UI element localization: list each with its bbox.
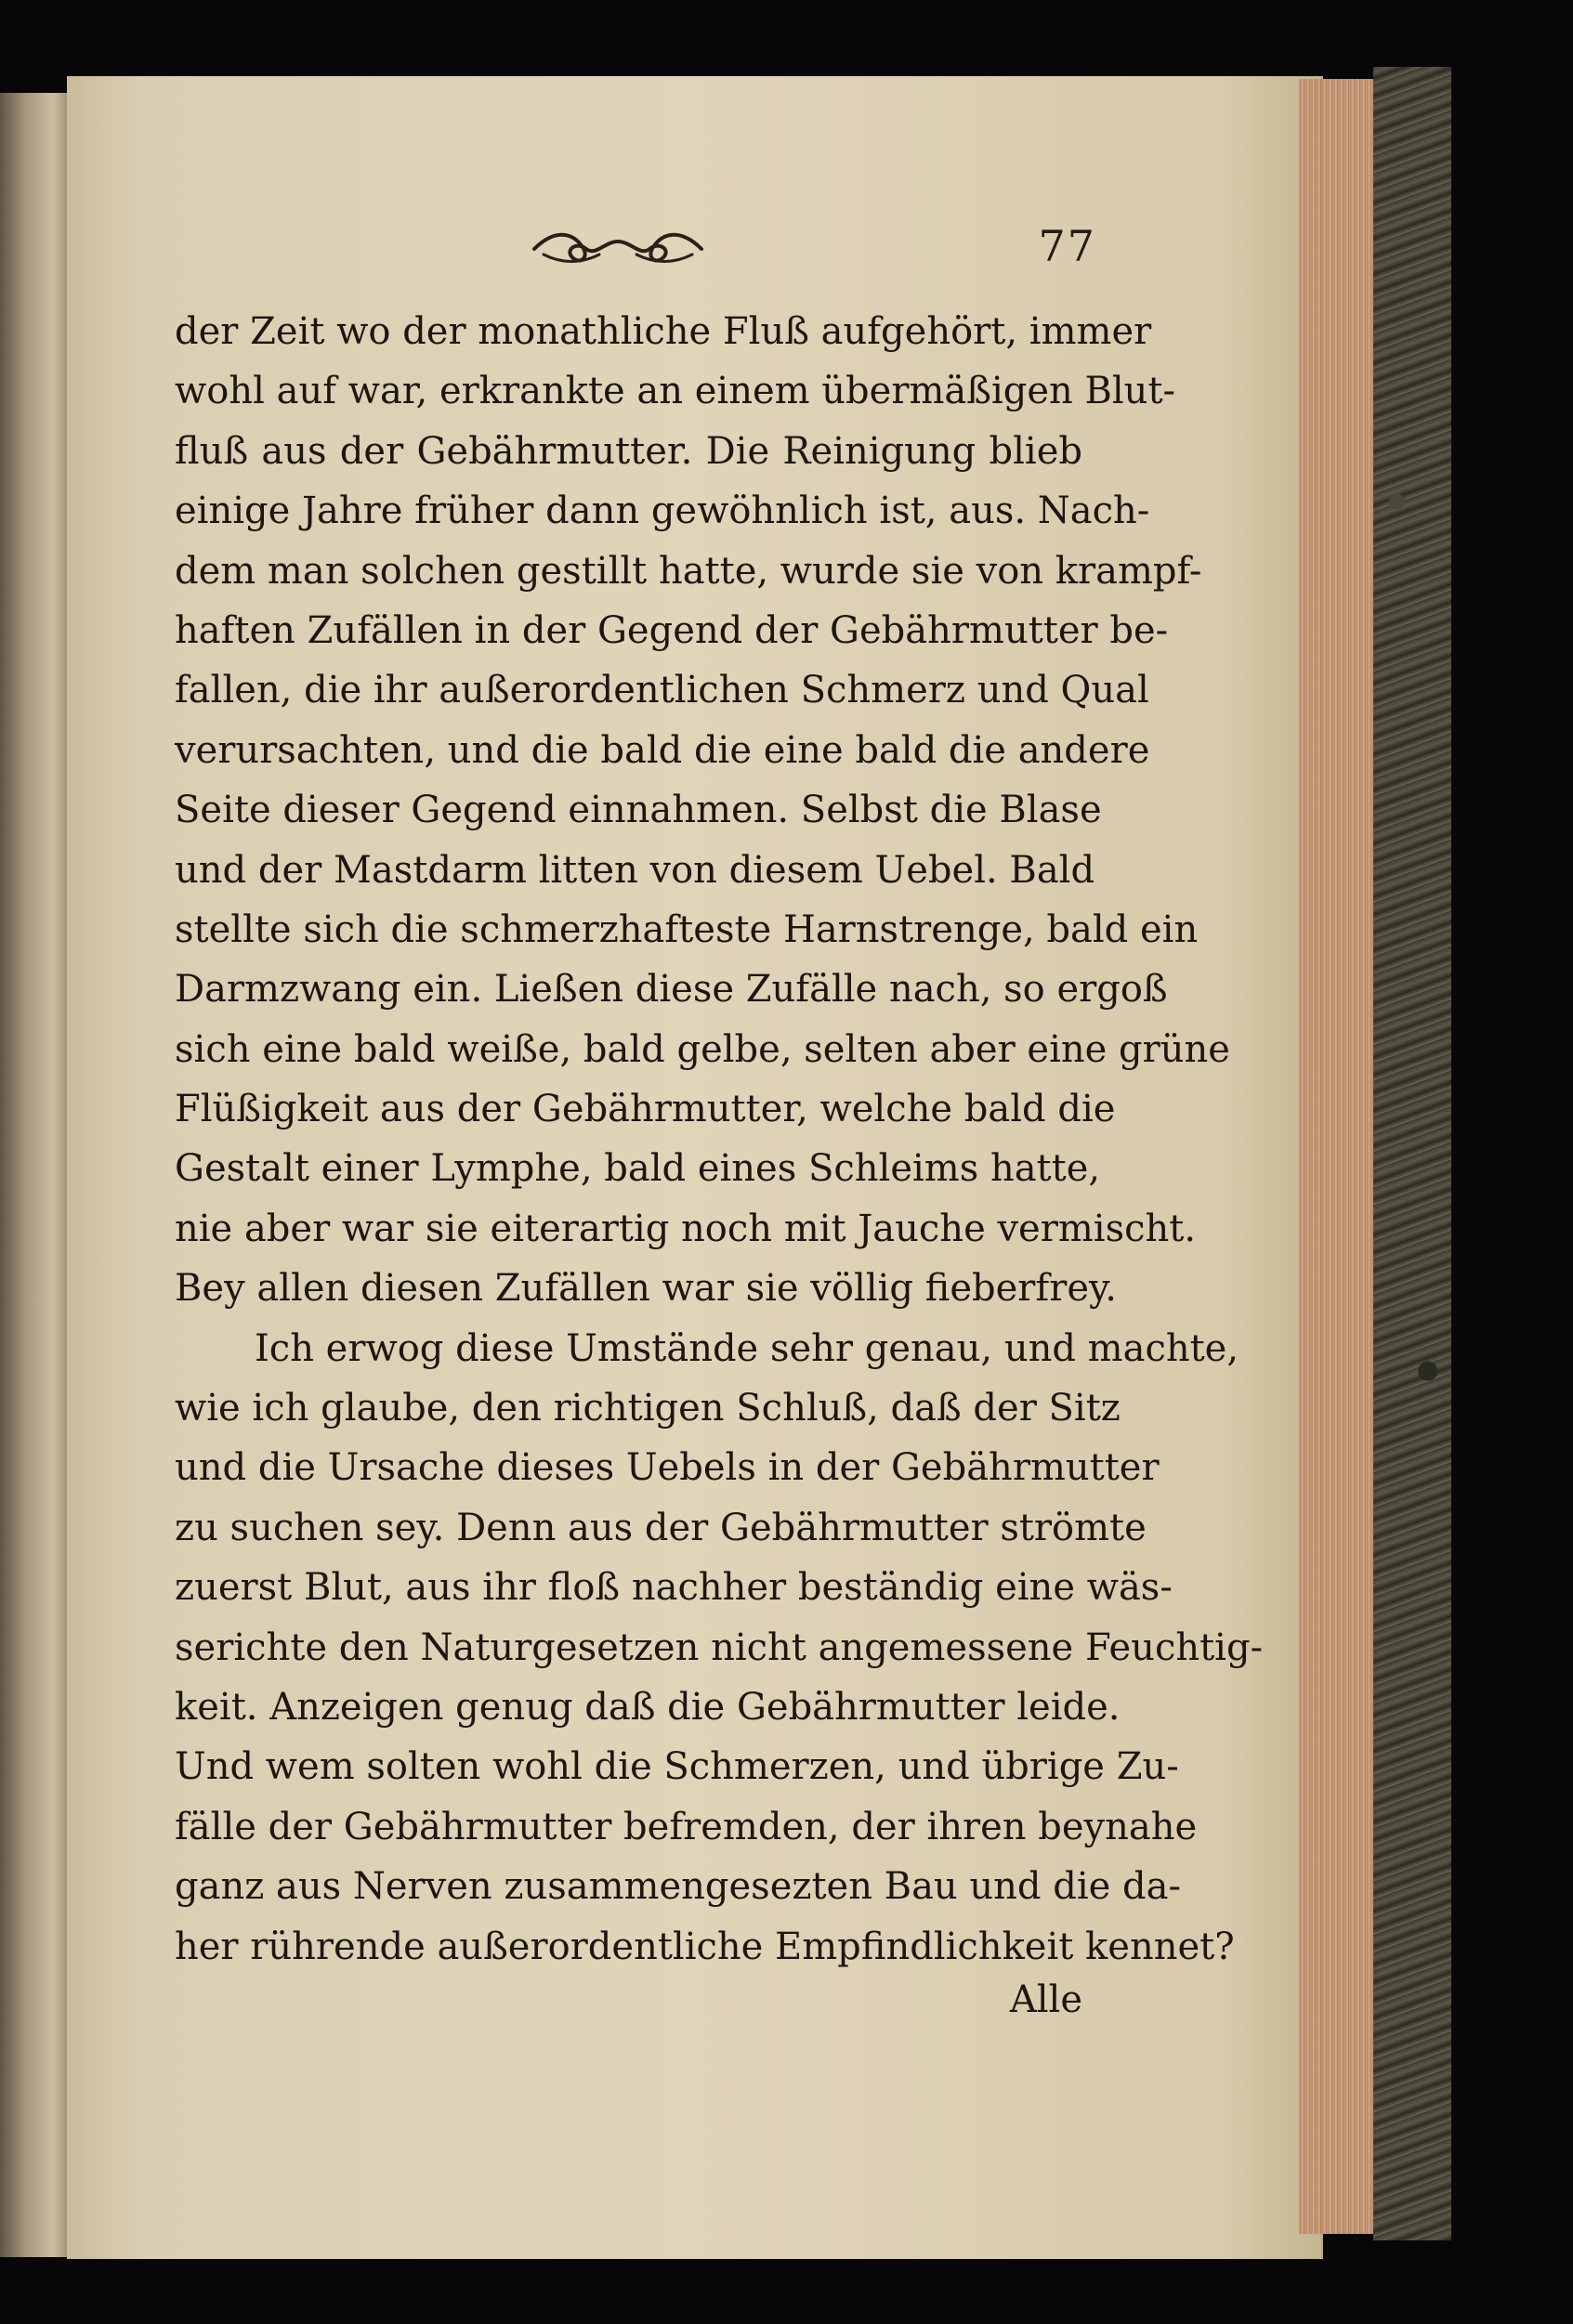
text-line: stellte sich die schmerzhafteste Harnstrenge, bald ein <box>175 907 1199 951</box>
book-cover-edge <box>1373 67 1451 2240</box>
text-line: fluß aus der Gebährmutter. Die Reinigung blieb <box>175 429 1082 473</box>
text-line: der Zeit wo der monathliche Fluß aufgehört, immer <box>175 310 1152 353</box>
ornament-icon <box>525 221 711 277</box>
text-line: keit. Anzeigen genug daß die Gebährmutter leide. <box>175 1685 1121 1729</box>
text-line: dem man solchen gestillt hatte, wurde sie von krampf- <box>175 549 1202 593</box>
text-line: her rührende außerordentliche Empfindlichkeit kennet? <box>175 1925 1235 1968</box>
text-line: Seite dieser Gegend einnahmen. Selbst die Blase <box>175 789 1102 832</box>
text-line: serichte den Naturgesetzen nicht angemessene Feuchtig- <box>175 1625 1264 1669</box>
text-line: verursachten, und die bald die eine bald die andere <box>175 728 1150 772</box>
text-line: zuerst Blut, aus ihr floß nachher beständig eine wäs- <box>175 1566 1173 1610</box>
text-line: ganz aus Nerven zusammengesezten Bau und die da- <box>175 1865 1181 1909</box>
text-line: wie ich glaube, den richtigen Schluß, daß der Sitz <box>175 1387 1121 1430</box>
catchword: Alle <box>1009 1978 1082 2021</box>
text-line: Bey allen diesen Zufällen war sie völlig fieberfrey. <box>175 1267 1118 1311</box>
text-line: fallen, die ihr außerordentlichen Schmerz und Qual <box>175 669 1149 712</box>
page-block-edge <box>1299 79 1378 2234</box>
text-line: und der Mastdarm litten von diesem Uebel. Bald <box>175 848 1095 892</box>
text-line: einige Jahre früher dann gewöhnlich ist, aus. Nach- <box>175 490 1150 533</box>
text-line: Flüßigkeit aus der Gebährmutter, welche bald die <box>175 1088 1116 1131</box>
text-line: Gestalt einer Lymphe, bald eines Schleims hatte, <box>175 1147 1101 1191</box>
facing-page-edge <box>0 93 67 2257</box>
text-line: nie aber war sie eiterartig noch mit Jauche vermischt. <box>175 1207 1197 1250</box>
text-line: und die Ursache dieses Uebels in der Gebährmutter <box>175 1446 1160 1490</box>
text-line: haften Zufällen in der Gegend der Gebährmutter be- <box>175 608 1169 652</box>
text-line: Darmzwang ein. Ließen diese Zufälle nach, so ergoß <box>175 968 1168 1012</box>
text-line: fälle der Gebährmutter befremden, der ihren beynahe <box>175 1805 1198 1848</box>
body-text <box>175 302 1264 1977</box>
text-line: sich eine bald weiße, bald gelbe, selten aber eine grüne <box>175 1027 1230 1071</box>
text-line: zu suchen sey. Denn aus der Gebährmutter strömte <box>175 1506 1147 1549</box>
page-number: 77 <box>1038 221 1096 271</box>
text-line: wohl auf war, erkrankte an einem übermäßigen Blut- <box>175 370 1176 413</box>
text-line: Ich erwog diese Umstände sehr genau, und machte, <box>255 1326 1239 1370</box>
text-line: Und wem solten wohl die Schmerzen, und übrige Zu- <box>175 1745 1179 1789</box>
